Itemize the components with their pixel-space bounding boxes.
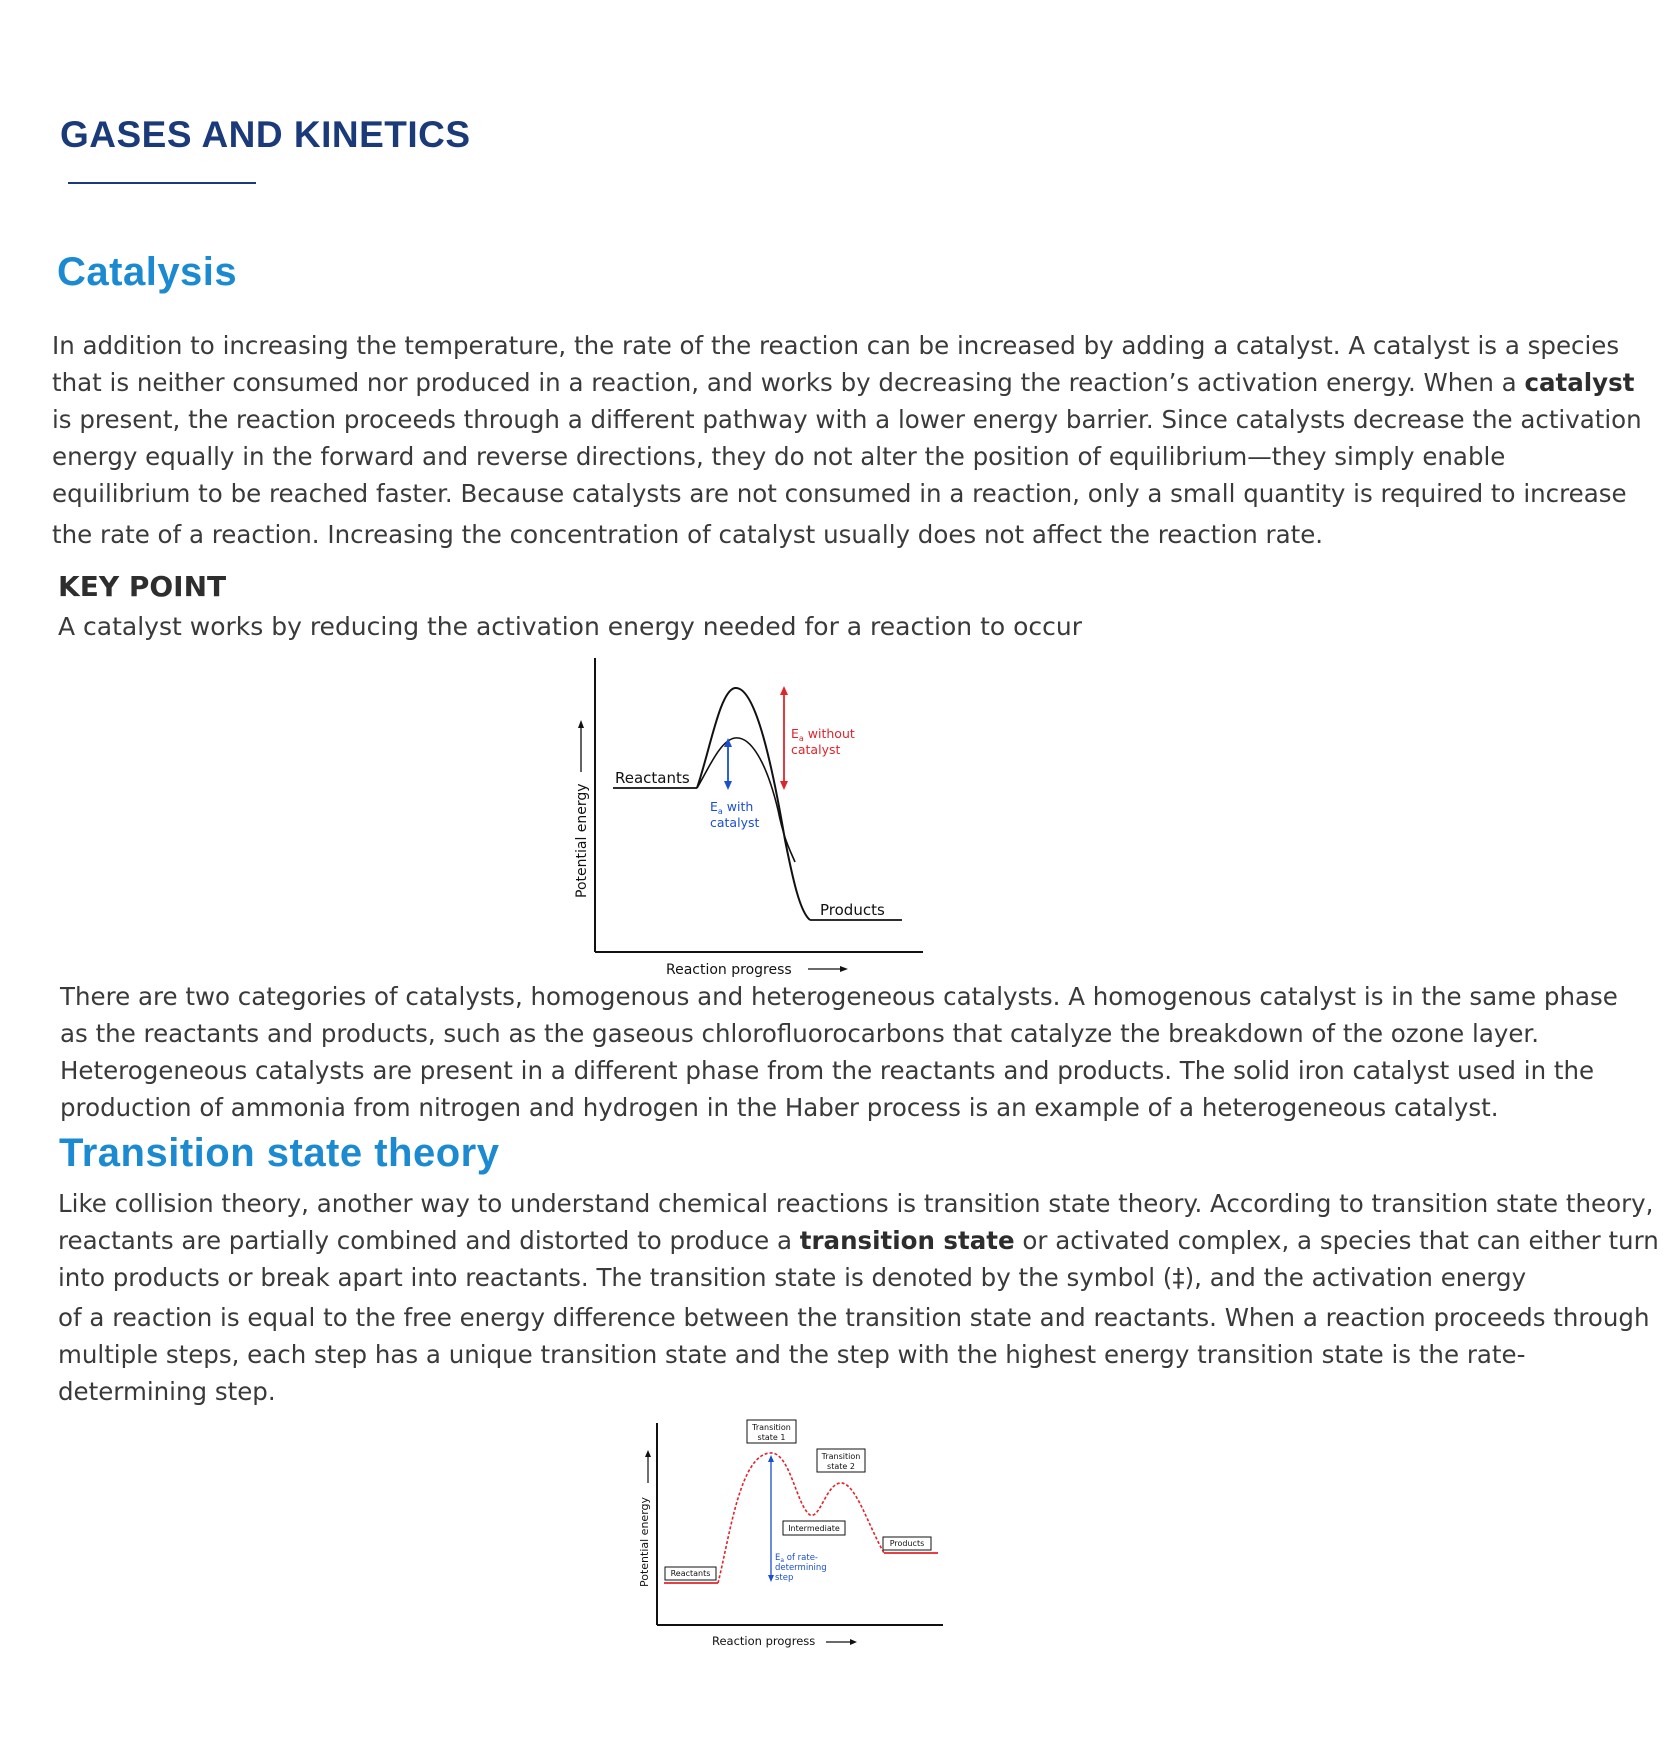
- ea-without-label-2: catalyst: [791, 742, 841, 757]
- section-header: GASES AND KINETICS: [60, 114, 471, 155]
- ea-label-3: step: [775, 1573, 794, 1583]
- y-axis-label: Potential energy: [574, 783, 590, 898]
- catalysis-heading: Catalysis: [57, 250, 238, 294]
- text-line: the rate of a reaction. Increasing the concentration of catalyst usually does not affect the reaction rate.: [52, 520, 1324, 549]
- ts2-label-1: Transition: [821, 1452, 861, 1461]
- text-line: equilibrium to be reached faster. Because catalysts are not consumed in a reaction, only a small quantity is required to increase: [52, 479, 1627, 508]
- text-line: is present, the reaction proceeds through a different pathway with a lower energy barrier. Since catalysts decrease the activation: [52, 405, 1642, 434]
- text-line: There are two categories of catalysts, homogenous and heterogeneous catalysts. A homogenous catalyst is in the same phase: [60, 982, 1618, 1011]
- ea-without-arrowhead-top: [780, 686, 788, 695]
- text-line: Heterogeneous catalysts are present in a different phase from the reactants and products. The solid iron catalyst used in the: [60, 1056, 1595, 1085]
- ea-without-label-1: $E_a$ without: [791, 726, 855, 743]
- text-line: production of ammonia from nitrogen and hydrogen in the Haber process is an example of a heterogeneous catalyst.: [60, 1093, 1499, 1122]
- ts2-label-2: state 2: [827, 1462, 855, 1471]
- ea-with-label-1: $E_a$ with: [710, 799, 754, 816]
- term-catalyst: catalyst: [1524, 368, 1635, 397]
- key-point-text: A catalyst works by reducing the activation energy needed for a reaction to occur: [58, 612, 1083, 641]
- ts1-label-2: state 1: [757, 1433, 786, 1442]
- x-axis-arrowhead: [840, 966, 848, 972]
- multistep-energy-diagram: [630, 1415, 950, 1660]
- catalysis-paragraph-2: [60, 978, 1660, 1126]
- intermediate-label: Intermediate: [788, 1524, 840, 1533]
- y-axis-arrowhead: [645, 1450, 651, 1457]
- text-line: as the reactants and products, such as the gaseous chlorofluorocarbons that catalyze the breakdown of the ozone layer.: [60, 1019, 1540, 1048]
- y-axis-label: Potential energy: [638, 1496, 651, 1587]
- transition-state-paragraph: [58, 1185, 1668, 1410]
- text-line: of a reaction is equal to the free energy difference between the transition state and reactants. When a reaction proceeds through: [58, 1303, 1650, 1332]
- text-line: that is neither consumed nor produced in a reaction, and works by decreasing the reaction’s activation energy. When a catalyst: [52, 368, 1635, 397]
- header-divider: [68, 182, 256, 184]
- ea-label-1: $E_a$ of rate-: [775, 1553, 818, 1564]
- ea-without-arrowhead-bottom: [780, 781, 788, 790]
- catalysis-energy-diagram: [560, 650, 940, 980]
- term-transition-state: transition state: [799, 1226, 1015, 1255]
- products-label: Products: [820, 901, 885, 919]
- ea-arrowhead-bottom: [768, 1575, 774, 1582]
- text-line: into products or break apart into reactants. The transition state is denoted by the symbol (‡), and the activation energy: [58, 1263, 1527, 1292]
- text-line: multiple steps, each step has a unique transition state and the step with the highest energy transition state is the rate-determining step.: [58, 1340, 1526, 1406]
- reactants-label: Reactants: [670, 1569, 711, 1578]
- reactants-label: Reactants: [615, 769, 690, 787]
- ea-with-label-2: catalyst: [710, 815, 760, 830]
- text-line: Like collision theory, another way to understand chemical reactions is transition state theory. According to transition state theory,: [58, 1189, 1654, 1218]
- transition-state-heading: Transition state theory: [59, 1131, 500, 1175]
- x-axis-label: Reaction progress: [712, 1634, 816, 1648]
- ts1-label-1: Transition: [752, 1423, 791, 1432]
- x-axis-arrowhead: [850, 1639, 857, 1645]
- text-line: In addition to increasing the temperature, the rate of the reaction can be increased by adding a catalyst. A catalyst is a species: [52, 331, 1620, 360]
- text-line: energy equally in the forward and reverse directions, they do not alter the position of equilibrium—they simply enable: [52, 442, 1506, 471]
- text-line: reactants are partially combined and distorted to produce a transition state or activated complex, a species that can either turn: [58, 1226, 1659, 1255]
- key-point-title: KEY POINT: [58, 570, 227, 603]
- products-label: Products: [889, 1539, 925, 1548]
- ea-with-arrowhead-bottom: [724, 781, 732, 790]
- catalysis-paragraph-1: [52, 327, 1652, 553]
- y-axis-arrowhead: [578, 720, 584, 728]
- ea-label-2: determining: [775, 1563, 827, 1573]
- ea-arrowhead-top: [768, 1455, 774, 1462]
- x-axis-label: Reaction progress: [666, 962, 792, 978]
